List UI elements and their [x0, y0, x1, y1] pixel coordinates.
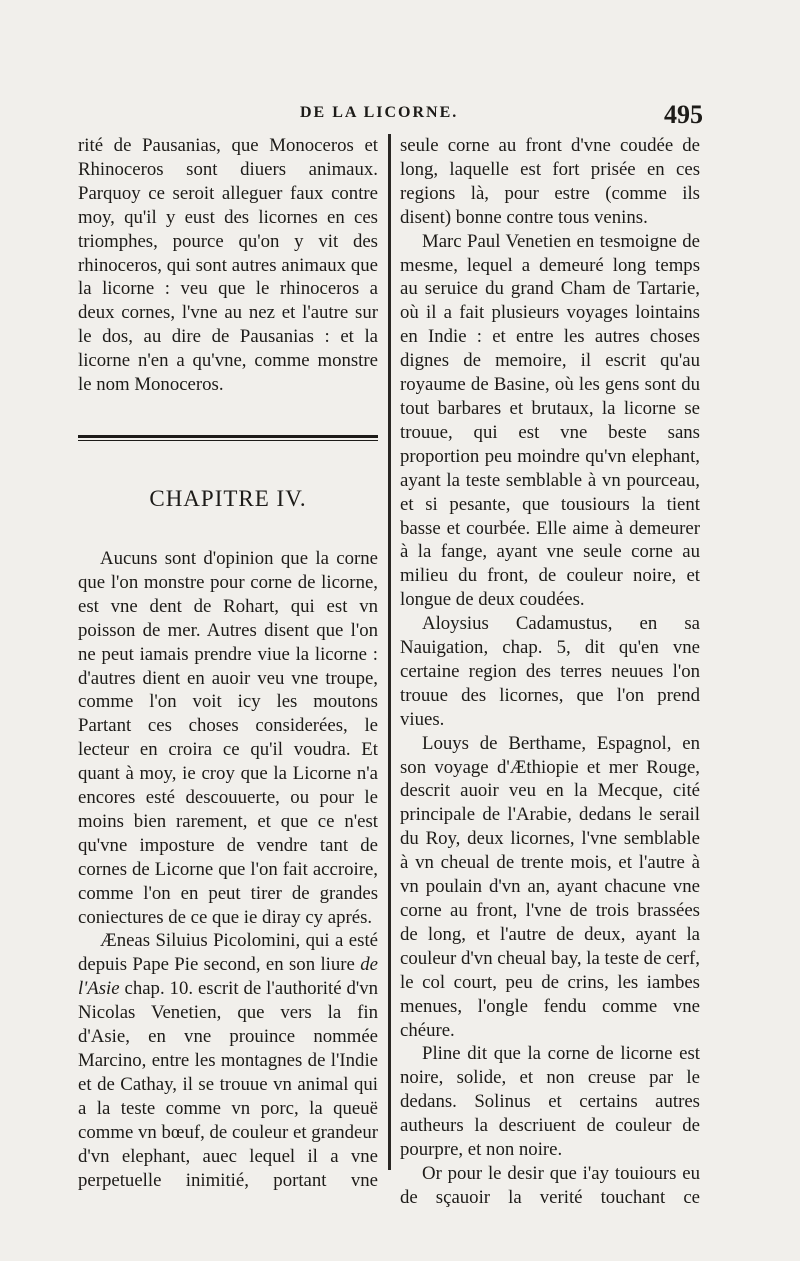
paragraph: Or pour le desir que i'ay touiours eu de sçauoir la verité touchant ce — [400, 1162, 700, 1208]
continued-paragraph: seule corne au front d'vne coudée de long, laquelle est fort prisée en ces regions là, pour estre (comme ils disent) bonne contre tous venins. — [400, 135, 700, 228]
paragraph: Pline dit que la corne de licorne est noire, solide, et non creuse par le dedans. Solinus et certains autres autheurs la descriuent de couleur de pourpre, et non noire. — [400, 1043, 700, 1161]
paragraph: Aloysius Cadamustus, en sa Nauigation, chap. 5, dit qu'en vne certaine region des terres neuues l'on trouue des licornes, que l'on prend viues. — [400, 613, 700, 730]
divider-thin-line — [78, 440, 378, 441]
book-title-italic: de l'Asie — [78, 954, 378, 1000]
page-number: 495 — [664, 100, 703, 129]
paragraph-text: chap. 10. escrit de l'authorité d'vn Nicolas Venetien, que vers la fin d'Asie, en vne prouince nommée Marcino, entre les montagnes de l'Indie et de Cathay, il se trouue vn animal qui a la teste comme vn porc, la queuë comme vn bœuf, de couleur et grandeur d'vn elephant, auec lequel il a vne perpetuelle inimitié, portant vne — [78, 978, 378, 1191]
paragraph: Marc Paul Venetien en tesmoigne de mesme, lequel a demeuré long temps au seruice du grand Cham de Tartarie, où il a fait plusieurs voyages lointains en Indie : et entre les autres choses dignes de memoire, il escrit qu'au royaume de Basine, où les gens sont du tout barbares et brutaux, la licorne se trouue, qui est vne beste sans proportion peu moindre qu'vn elephant, ayant la teste semblable à vn pourceau, et si pesante, que tousiours la tient basse et courbée. Elle aime à demeurer à la fange, ayant vne seule corne au milieu du front, de couleur noire, et longue de deux coudées. — [400, 230, 700, 611]
paragraph — [78, 929, 378, 1192]
column-rule — [388, 134, 391, 1170]
running-head: DE LA LICORNE. — [300, 104, 459, 121]
paragraph-text: Æneas Siluius Picolomini, qui a esté depuis Pape Pie second, en son liure — [78, 930, 378, 976]
right-column — [400, 134, 700, 1210]
chapter-title: CHAPITRE IV. — [149, 485, 307, 511]
continued-paragraph: rité de Pausanias, que Monoceros et Rhinoceros sont diuers animaux. Parquoy ce seroit alleguer faux contre moy, qu'il y eust des licornes en ces triomphes, pource qu'on y vit des rhinoceros, qui sont autres animaux que la licorne : veu que le rhinoceros a deux cornes, l'vne au nez et l'autre sur le dos, au dire de Pausanias : et la licorne n'en a qu'vne, comme monstre le nom Monoceros. — [78, 135, 378, 396]
left-column — [78, 134, 378, 1192]
paragraph: Aucuns sont d'opinion que la corne que l'on monstre pour corne de licorne, est vne dent de Rohart, qui est vn poisson de mer. Autres disent que l'on ne peut iamais prendre viue la licorne : d'autres dient en auoir veu vne troupe, comme l'on voit icy les moutons Partant ces choses considerées, le lecteur en croira ce qu'il voudra. Et quant à moy, ie croy que la Licorne n'a encores esté descouuerte, ou pour le moins bien rarement, et que ce n'est qu'vne imposture de vendre tant de cornes de Licorne que l'on fait accroire, comme l'on en peut tirer de grandes coniectures de ce que ie diray cy aprés. — [78, 547, 378, 928]
chapter-divider — [78, 435, 378, 441]
divider-thick-line — [78, 435, 378, 438]
paragraph: Louys de Berthame, Espagnol, en son voyage d'Æthiopie et mer Rouge, descrit auoir veu en la Mecque, cité principale de l'Arabie, dedans le serail du Roy, deux licornes, l'vne semblable à vn cheual de trente mois, et l'autre à vn poulain d'vn an, ayant chacune vne corne au front, l'vne de trois brassées de long, et l'autre de deux, ayant la couleur d'vn cheual bay, la teste de cerf, le col court, peu de crins, les iambes menues, l'ongle fendu comme vne chéure. — [400, 732, 700, 1041]
